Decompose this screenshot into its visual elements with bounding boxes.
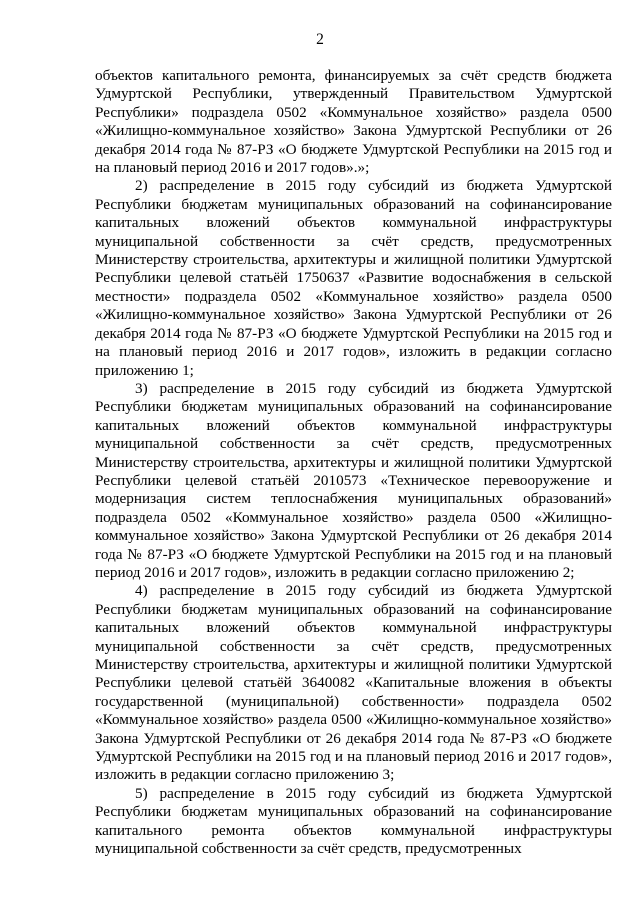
paragraph-item-2: 2) распределение в 2015 году субсидий из бюджета Удмуртской Республики бюджетам муниципальных образований на софинансирование капитальных вложений объектов коммунальной инфраструктуры муниципальной собственности за счёт средств, предусмотренных Министерству строительства, архитектуры и жилищной политики Удмуртской Республики целевой статьёй 1750637 «Развитие водоснабжения в сельской местности» подраздела 0502 «Коммунальное хозяйство» раздела 0500 «Жилищно-коммунальное хозяйство» Закона Удмуртской Республики от 26 декабря 2014 года № 87-РЗ «О бюджете Удмуртской Республики на 2015 год и на плановый период 2016 и 2017 годов», изложить в редакции согласно приложению 1; [95, 177, 612, 379]
paragraph-item-4: 4) распределение в 2015 году субсидий из бюджета Удмуртской Республики бюджетам муниципальных образований на софинансирование капитальных вложений объектов коммунальной инфраструктуры муниципальной собственности за счёт средств, предусмотренных Министерству строительства, архитектуры и жилищной политики Удмуртской Республики целевой статьёй 3640082 «Капитальные вложения в объекты государственной (муниципальной) собственности» подраздела 0502 «Коммунальное хозяйство» раздела 0500 «Жилищно-коммунальное хозяйство» Закона Удмуртской Республики от 26 декабря 2014 года № 87-РЗ «О бюджете Удмуртской Республики на 2015 год и на плановый период 2016 и 2017 годов», изложить в редакции согласно приложению 3; [95, 582, 612, 784]
paragraph-item-5: 5) распределение в 2015 году субсидий из бюджета Удмуртской Республики бюджетам муниципальных образований на софинансирование капитального ремонта объектов коммунальной инфраструктуры муниципальной собственности за счёт средств, предусмотренных [95, 784, 612, 858]
paragraph-item-3: 3) распределение в 2015 году субсидий из бюджета Удмуртской Республики бюджетам муниципальных образований на софинансирование капитальных вложений объектов коммунальной инфраструктуры муниципальной собственности за счёт средств, предусмотренных Министерству строительства, архитектуры и жилищной политики Удмуртской Республики целевой статьёй 2010573 «Техническое перевооружение и модернизация систем теплоснабжения муниципальных образований» подраздела 0502 «Коммунальное хозяйство» раздела 0500 «Жилищно-коммунальное хозяйство» Закона Удмуртской Республики от 26 декабря 2014 года № 87-РЗ «О бюджете Удмуртской Республики на 2015 год и на плановый период 2016 и 2017 годов», изложить в редакции согласно приложению 2; [95, 379, 612, 581]
document-body [95, 67, 612, 858]
paragraph-continuation: объектов капитального ремонта, финансируемых за счёт средств бюджета Удмуртской Республики, утвержденный Правительством Удмуртской Республики» подраздела 0502 «Коммунальное хозяйство» раздела 0500 «Жилищно-коммунальное хозяйство» Закона Удмуртской Республики от 26 декабря 2014 года № 87-РЗ «О бюджете Удмуртской Республики на 2015 год и на плановый период 2016 и 2017 годов».»; [95, 67, 612, 177]
page-number: 2 [316, 31, 324, 48]
